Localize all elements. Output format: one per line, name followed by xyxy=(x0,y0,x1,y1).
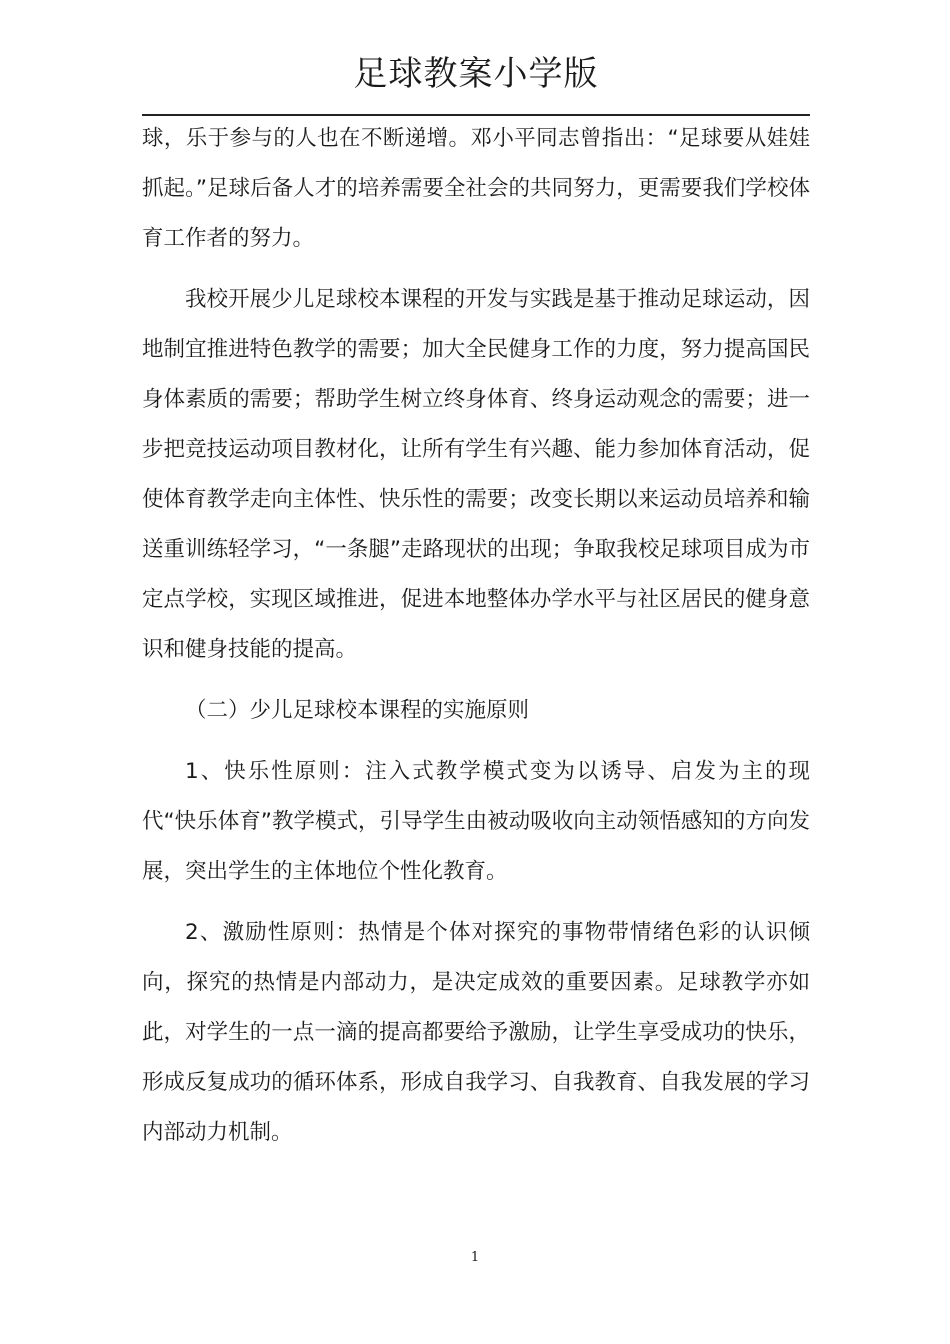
page-header xyxy=(142,50,810,116)
paragraph-principle-happiness: 1、快乐性原则：注入式教学模式变为以诱导、启发为主的现代“快乐体育”教学模式，引导学生由被动吸收向主动领悟感知的方向发展，突出学生的主体地位个性化教育。 xyxy=(142,759,810,884)
paragraph-continuation: 球，乐于参与的人也在不断递增。邓小平同志曾指出：“足球要从娃娃抓起。”足球后备人才的培养需要全社会的共同努力，更需要我们学校体育工作者的努力。 xyxy=(142,126,810,251)
page-number: 1 xyxy=(470,1250,480,1265)
page-title: 足球教案小学版 xyxy=(353,54,599,94)
paragraph-course-purpose: 我校开展少儿足球校本课程的开发与实践是基于推动足球运动，因地制宜推进特色教学的需要；加大全民健身工作的力度，努力提高国民身体素质的需要；帮助学生树立终身体育、终身运动观念的需要；进一步把竞技运动项目教材化，让所有学生有兴趣、能力参加体育活动，促使体育教学走向主体性、快乐性的需要；改变长期以来运动员培养和输送重训练轻学习，“一条腿”走路现状的出现；争取我校足球项目成为市定点学校，实现区域推进，促进本地整体办学水平与社区居民的健身意识和健身技能的提高。 xyxy=(142,287,810,662)
paragraph-principle-motivation: 2、激励性原则：热情是个体对探究的事物带情绪色彩的认识倾向，探究的热情是内部动力，是决定成效的重要因素。足球教学亦如此，对学生的一点一滴的提高都要给予激励，让学生享受成功的快乐，形成反复成功的循环体系，形成自我学习、自我教育、自我发展的学习内部动力机制。 xyxy=(142,920,810,1145)
document-body xyxy=(142,114,810,1158)
section-heading-principles: （二）少儿足球校本课程的实施原则 xyxy=(185,698,530,723)
